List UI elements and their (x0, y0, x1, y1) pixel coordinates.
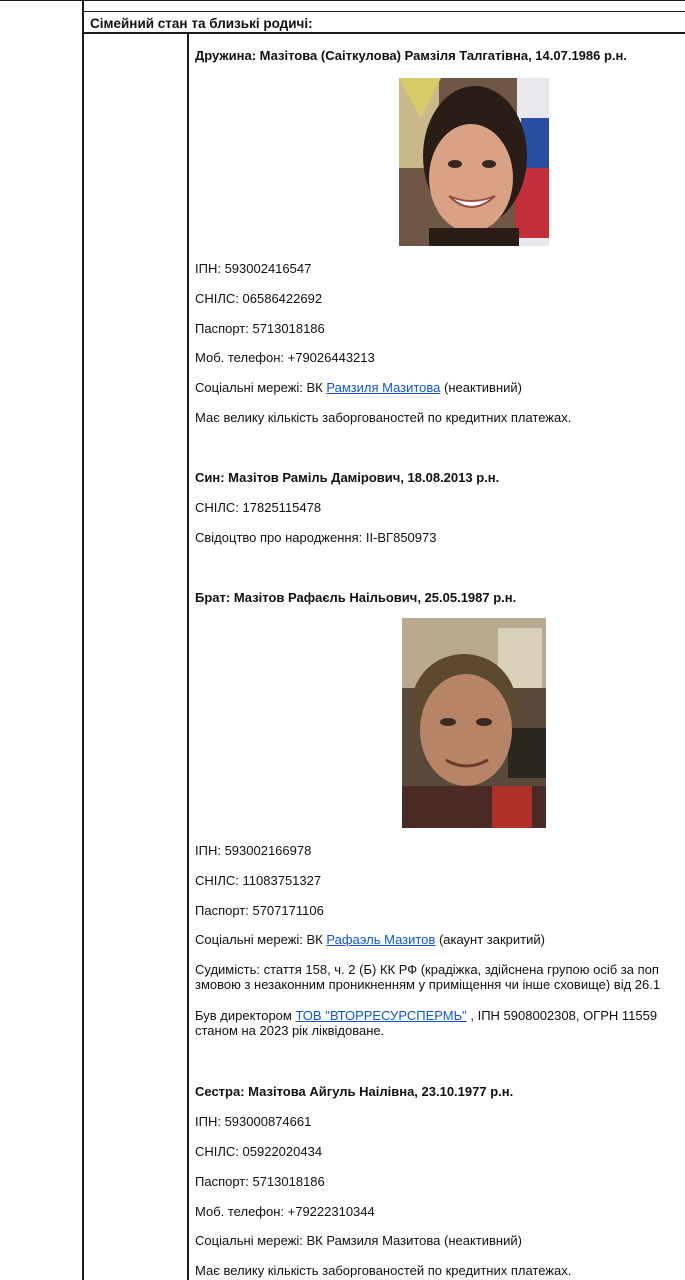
sister-inn: ІПН: 593000874661 (195, 1114, 312, 1129)
wife-photo (399, 78, 549, 246)
sister-snils: СНІЛС: 05922020434 (195, 1144, 323, 1159)
brother-inn: ІПН: 593002166978 (195, 843, 312, 858)
brother-company-details: , ІПН 5908002308, ОГРН 11559 (466, 1008, 658, 1023)
wife-passport: Паспорт: 5713018186 (195, 321, 325, 336)
brother-social-status: (акаунт закритий) (435, 932, 545, 947)
brother-conviction-line1: Судимість: стаття 158, ч. 2 (Б) КК РФ (крадіжка, здійснена групою осіб за поп (195, 962, 659, 977)
brother-passport: Паспорт: 5707171106 (195, 903, 324, 918)
wife-heading: Дружина: Мазітова (Саіткулова) Рамзіля Талгатівна, 14.07.1986 р.н. (195, 48, 627, 63)
brother-social-label: Соціальні мережі: ВК (195, 932, 327, 947)
wife-snils: СНІЛС: 06586422692 (195, 291, 323, 306)
table-border-left (82, 0, 84, 1280)
wife-social (195, 380, 522, 396)
brother-director-label: Був директором (195, 1008, 296, 1023)
brother-photo (402, 618, 546, 828)
son-heading: Син: Мазітов Раміль Дамірович, 18.08.2013 р.н. (195, 470, 500, 485)
brother-photo-image (402, 618, 546, 828)
brother-social-link[interactable]: Рафаэль Мазитов (326, 932, 436, 947)
wife-social-link[interactable]: Рамзиля Мазитова (326, 380, 441, 395)
sister-phone: Моб. телефон: +79222310344 (195, 1204, 375, 1219)
sister-passport: Паспорт: 5713018186 (195, 1174, 325, 1189)
sister-note: Має велику кількість заборгованостей по кредитних платежах. (195, 1263, 572, 1278)
son-birth-cert: Свідоцтво про народження: ІІ-ВГ850973 (195, 530, 437, 545)
brother-heading: Брат: Мазітов Рафаєль Наільович, 25.05.1987 р.н. (195, 590, 517, 605)
brother-social (195, 932, 545, 948)
wife-photo-image (399, 78, 549, 246)
wife-phone: Моб. телефон: +79026443213 (195, 350, 375, 365)
table-row-divider (82, 11, 685, 12)
brother-director-line2: станом на 2023 рік ліквідоване. (195, 1023, 385, 1038)
brother-snils: СНІЛС: 11083751327 (195, 873, 322, 888)
wife-social-label: Соціальні мережі: ВК (195, 380, 327, 395)
wife-social-status: (неактивний) (440, 380, 522, 395)
brother-company-link[interactable]: ТОВ "ВТОРРЕСУРСПЕРМЬ" (295, 1008, 467, 1023)
table-header-divider (82, 32, 685, 34)
wife-note: Має велику кількість заборгованостей по кредитних платежах. (195, 410, 572, 425)
brother-director (195, 1008, 657, 1024)
table-border-top (0, 0, 685, 1)
son-snils: СНІЛС: 17825115478 (195, 500, 322, 515)
wife-inn: ІПН: 593002416547 (195, 261, 312, 276)
brother-conviction-line2: змовою з незаконним проникненням у приміщення чи інше сховище) від 26.1 (195, 977, 661, 992)
table-border-inner (187, 32, 189, 1280)
section-title: Сімейний стан та близькі родичі: (90, 16, 313, 31)
sister-social: Соціальні мережі: ВК Рамзиля Мазитова (неактивний) (195, 1233, 522, 1248)
sister-heading: Сестра: Мазітова Айгуль Наілівна, 23.10.1977 р.н. (195, 1084, 514, 1099)
